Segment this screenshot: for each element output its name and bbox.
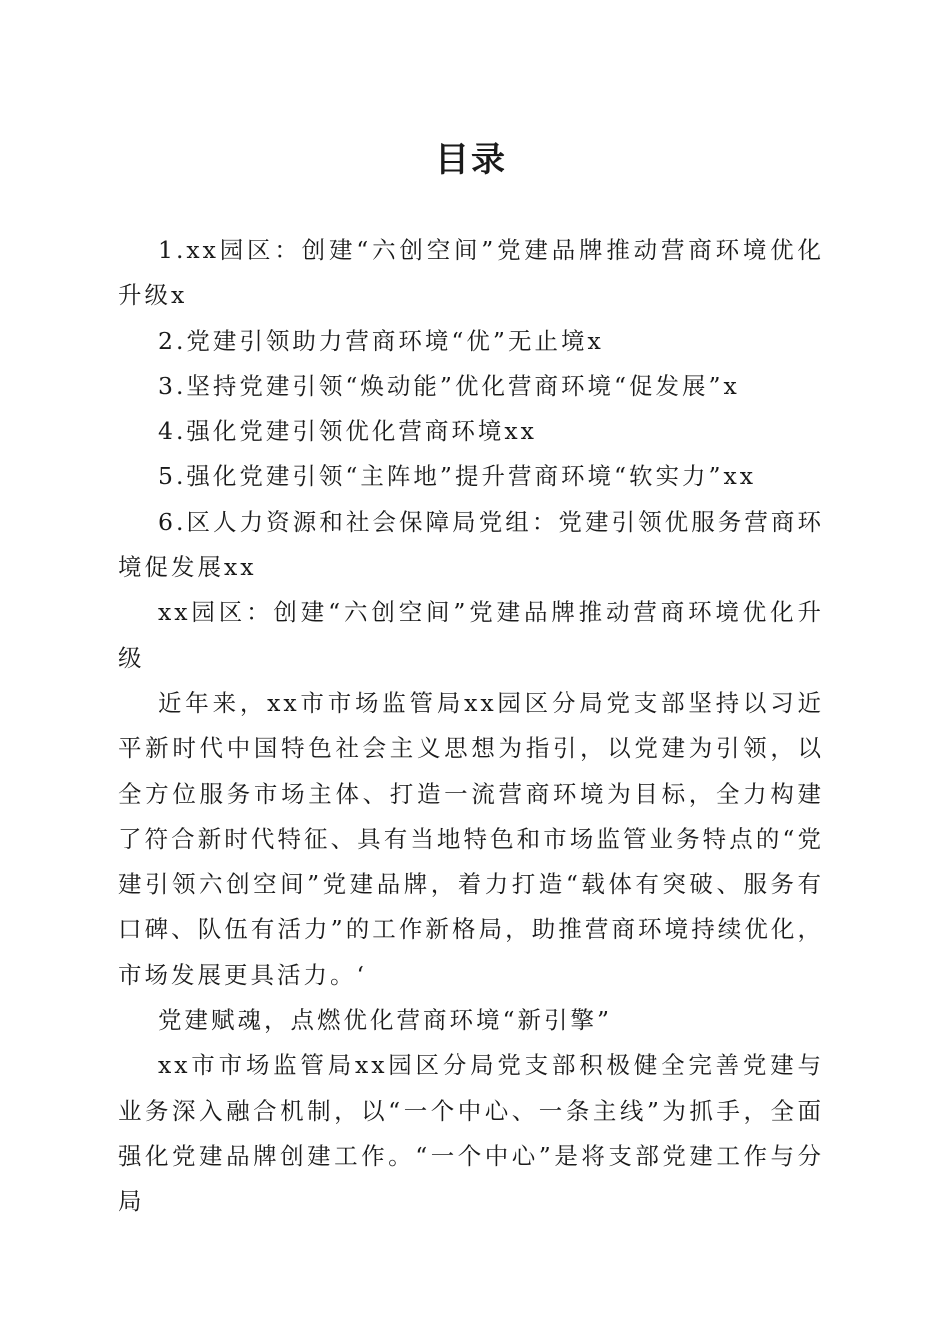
toc-item-6[interactable]: 6.区人力资源和社会保障局党组：党建引领优服务营商环境促发展xx — [118, 507, 824, 582]
paragraph-intro: 近年来，xx市市场监管局xx园区分局党支部坚持以习近平新时代中国特色社会主义思想为指引，以党建为引领，以全方位服务市场主体、打造一流营商环境为目标，全力构建了符合新时代特征、具有当地特色和市场监管业务特点的“党建引领六创空间”党建品牌，着力打造“载体有突破、服务有口碑、队伍有活力”的工作新格局，助推营商环境持续优化，市场发展更具活力。‘ — [118, 688, 824, 989]
paragraph-body: xx市市场监管局xx园区分局党支部积极健全完善党建与业务深入融合机制，以“一个中心、一条主线”为抓手，全面强化党建品牌创建工作。“一个中心”是将支部党建工作与分局 — [118, 1051, 824, 1216]
toc-item-3[interactable]: 3.坚持党建引领“焕动能”优化营商环境“促发展”x — [158, 371, 740, 400]
document-body — [118, 228, 824, 1225]
article-title: xx园区：创建“六创空间”党建品牌推动营商环境优化升级 — [118, 598, 824, 672]
toc-item-1[interactable]: 1.xx园区：创建“六创空间”党建品牌推动营商环境优化升级x — [118, 236, 824, 310]
section-heading: 党建赋魂，点燃优化营商环境“新引擎” — [158, 1006, 613, 1035]
toc-item-5[interactable]: 5.强化党建引领“主阵地”提升营商环境“软实力”xx — [158, 462, 756, 491]
page-title: 目录 — [435, 140, 507, 180]
toc-item-4[interactable]: 4.强化党建引领优化营商环境xx — [158, 417, 537, 446]
toc-item-2[interactable]: 2.党建引领助力营商环境“优”无止境x — [158, 326, 604, 355]
